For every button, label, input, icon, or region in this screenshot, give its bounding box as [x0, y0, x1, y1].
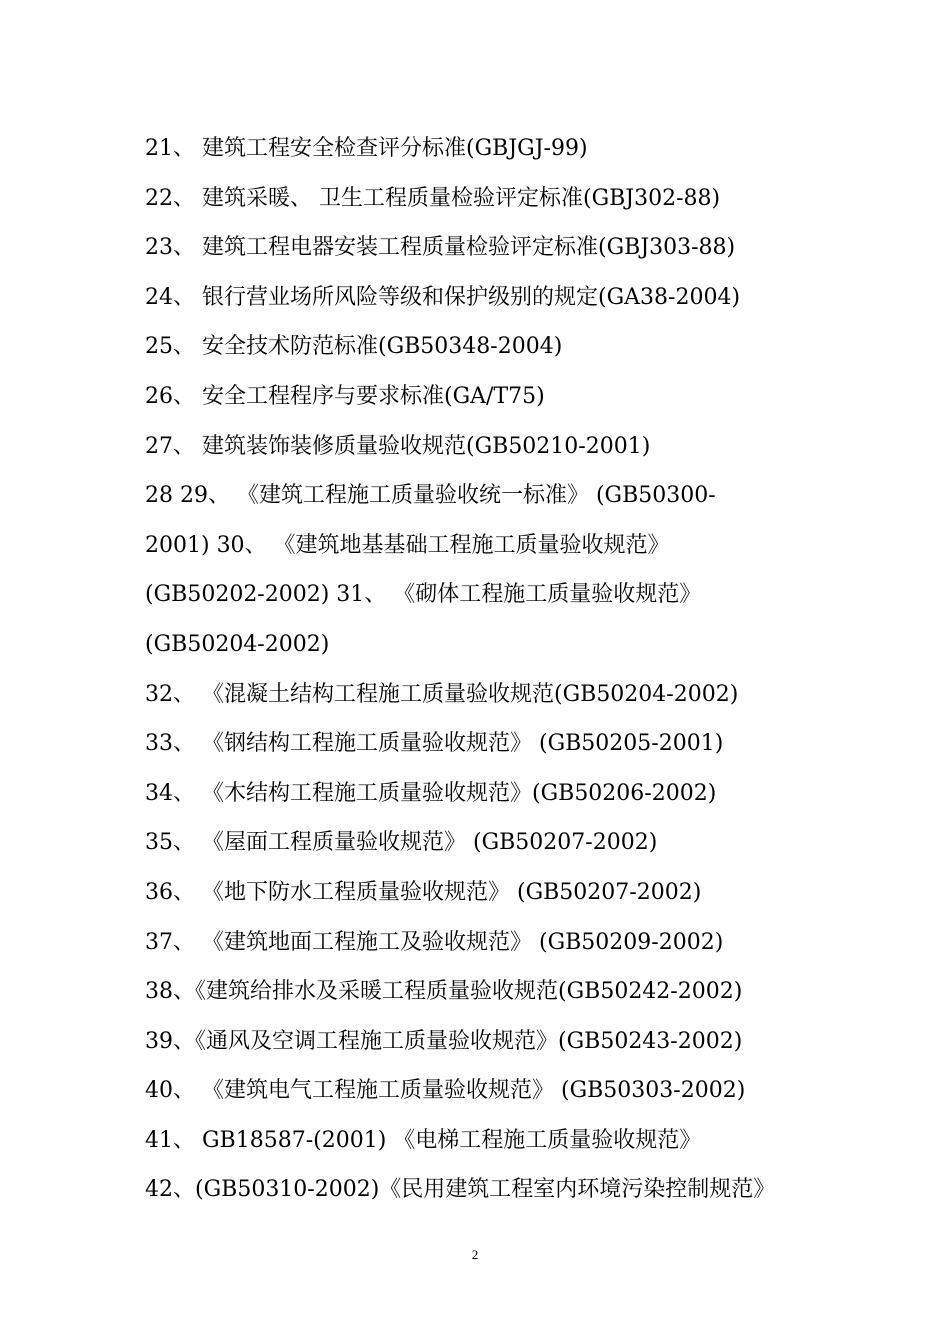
page-number: 2 [471, 1247, 479, 1262]
list-item: 26、 安全工程程序与要求标准(GA/T75) [145, 383, 545, 409]
list-item: (GB50202-2002) 31、 《砌体工程施工质量验收规范》 [145, 582, 702, 608]
list-item: 28 29、 《建筑工程施工质量验收统一标准》 (GB50300- [145, 483, 716, 509]
list-item: 25、 安全技术防范标准(GB50348-2004) [145, 334, 563, 360]
list-item: 22、 建筑采暖、 卫生工程质量检验评定标准(GBJ302-88) [145, 185, 721, 211]
list-item: 21、 建筑工程安全检查评分标准(GBJGJ-99) [145, 136, 588, 161]
list-item: (GB50204-2002) [145, 631, 330, 657]
list-item: 32、 《混凝土结构工程施工质量验收规范(GB50204-2002) [145, 681, 739, 707]
list-item: 33、 《钢结构工程施工质量验收规范》 (GB50205-2001) [145, 731, 724, 757]
list-item: 2001) 30、 《建筑地基基础工程施工质量验收规范》 [145, 532, 670, 558]
list-item: 37、 《建筑地面工程施工及验收规范》 (GB50209-2002) [145, 929, 724, 955]
standards-list [145, 124, 825, 1215]
list-item: 36、 《地下防水工程质量验收规范》 (GB50207-2002) [145, 879, 702, 905]
list-item: 41、 GB18587-(2001) 《电梯工程施工质量验收规范》 [145, 1127, 702, 1153]
list-item: 38、《建筑给排水及采暖工程质量验收规范(GB50242-2002) [145, 979, 743, 1005]
list-item: 34、 《木结构工程施工质量验收规范》(GB50206-2002) [145, 780, 717, 806]
list-item: 23、 建筑工程电器安装工程质量检验评定标准(GBJ303-88) [145, 235, 736, 261]
list-item: 35、 《屋面工程质量验收规范》 (GB50207-2002) [145, 830, 658, 856]
list-item: 24、 银行营业场所风险等级和保护级别的规定(GA38-2004) [145, 284, 741, 310]
list-item: 39、《通风及空调工程施工质量验收规范》(GB50243-2002) [145, 1028, 743, 1054]
list-item: 42、(GB50310-2002)《民用建筑工程室内环境污染控制规范》 [145, 1177, 776, 1203]
list-item: 40、 《建筑电气工程施工质量验收规范》 (GB50303-2002) [145, 1078, 746, 1104]
list-item: 27、 建筑装饰装修质量验收规范(GB50210-2001) [145, 433, 651, 459]
